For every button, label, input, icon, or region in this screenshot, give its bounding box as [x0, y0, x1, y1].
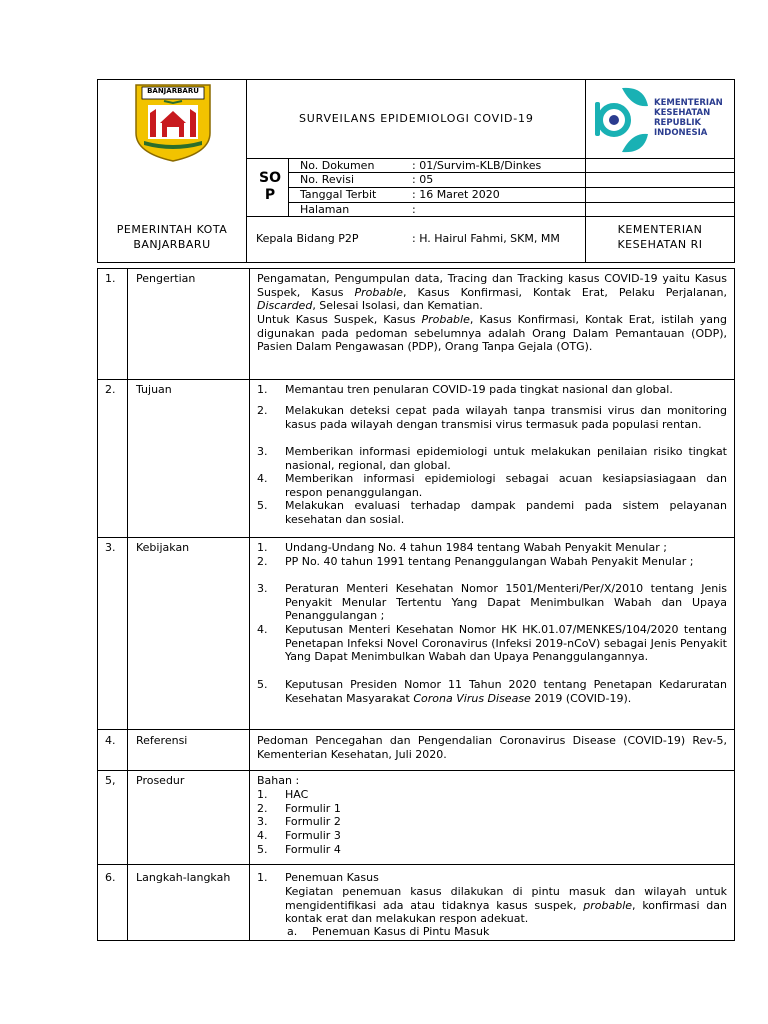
- list-item: HAC: [285, 788, 309, 801]
- kemenkes-logo-line4: INDONESIA: [654, 128, 708, 138]
- section-number: 6.: [105, 871, 116, 884]
- list-number: 1.: [257, 541, 268, 554]
- sub-step-letter: a.: [287, 925, 298, 938]
- list-number: 1.: [257, 871, 268, 884]
- kemenkes-logo-line1: KEMENTERIAN: [654, 98, 723, 108]
- list-number: 2.: [257, 802, 268, 815]
- field-value: :: [412, 203, 416, 216]
- step-title: Penemuan Kasus: [285, 871, 379, 884]
- body-row-line: [97, 770, 735, 771]
- header-divider-right: [585, 79, 586, 263]
- list-item: Keputusan Menteri Kesehatan Nomor HK HK.01.07/MENKES/104/2020 tentang Penetapan Infeksi Novel Coronavirus (Infeksi 2019-nCoV) sebagai Jenis Penyakit Yang Dapat Menimbulkan Wabah dan Upaya Penanggulangannya.: [285, 623, 727, 663]
- list-number: 4.: [257, 472, 268, 485]
- signer-role: Kepala Bidang P2P: [256, 232, 359, 245]
- section-number: 3.: [105, 541, 116, 554]
- list-number: 5.: [257, 499, 268, 512]
- header-divider-left: [246, 79, 247, 263]
- field-label: Tanggal Terbit: [300, 188, 377, 201]
- list-number: 1.: [257, 383, 268, 396]
- list-item: Formulir 3: [285, 829, 341, 842]
- list-item: Formulir 2: [285, 815, 341, 828]
- kemenkes-logo-line2: KESEHATAN: [654, 108, 711, 118]
- section-label: Pengertian: [136, 272, 196, 285]
- section-label: Tujuan: [136, 383, 172, 396]
- section-number: 1.: [105, 272, 116, 285]
- procedure-intro: Bahan :: [257, 774, 300, 787]
- field-value: : 01/Survim-KLB/Dinkes: [412, 159, 542, 172]
- signer-name: : H. Hairul Fahmi, SKM, MM: [412, 232, 560, 245]
- section-number: 4.: [105, 734, 116, 747]
- logo-city-name: BANJARBARU: [147, 87, 199, 95]
- section-number: 2.: [105, 383, 116, 396]
- field-value: : 05: [412, 173, 434, 186]
- kemenkes-logo: [592, 80, 652, 158]
- list-item: Undang-Undang No. 4 tahun 1984 tentang Wabah Penyakit Menular ;: [285, 541, 667, 554]
- section-label: Langkah-langkah: [136, 871, 231, 884]
- list-number: 5.: [257, 678, 268, 691]
- list-item: Peraturan Menteri Kesehatan Nomor 1501/Menteri/Per/X/2010 tentang Jenis Penyakit Menular Tertentu Yang Dapat Menimbulkan Wabah dan Upaya Penanggulangan ;: [285, 582, 727, 622]
- field-value: : 16 Maret 2020: [412, 188, 500, 201]
- list-item: Keputusan Presiden Nomor 11 Tahun 2020 tentang Penetapan Kedaruratan Kesehatan Masyarakat Corona Virus Disease 2019 (COVID-19).: [285, 678, 727, 705]
- header-row-line: [288, 202, 735, 203]
- kemenkes-logo-line3: REPUBLIK: [654, 118, 702, 128]
- list-number: 3.: [257, 815, 268, 828]
- list-item: Melakukan deteksi cepat pada wilayah tanpa transmisi virus dan monitoring kasus pada wilayah dengan transmisi virus termasuk pada populasi rentan.: [285, 404, 727, 431]
- list-number: 4.: [257, 623, 268, 636]
- list-number: 2.: [257, 555, 268, 568]
- list-item: Memberikan informasi epidemiologi sebagai acuan kesiapsiasiagaan dan respon penanggulangan.: [285, 472, 727, 499]
- sub-step-title: Penemuan Kasus di Pintu Masuk: [312, 925, 490, 938]
- list-number: 1.: [257, 788, 268, 801]
- section-label: Referensi: [136, 734, 188, 747]
- step-paragraph: Kegiatan penemuan kasus dilakukan di pintu masuk dan wilayah untuk mengidentifikasi ada atau tidaknya kasus suspek, probable, konfirmasi dan kontak erat dan melakukan respon adekuat.: [285, 885, 727, 925]
- body-row-line: [97, 379, 735, 380]
- section-label: Prosedur: [136, 774, 185, 787]
- body-row-line: [97, 537, 735, 538]
- body-row-line: [97, 864, 735, 865]
- list-number: 4.: [257, 829, 268, 842]
- sop-label: SO P: [259, 170, 281, 203]
- left-organization: PEMERINTAH KOTA BANJARBARU: [116, 223, 228, 251]
- body-col-line: [127, 268, 128, 941]
- list-item: Melakukan evaluasi terhadap dampak pandemi pada sistem pelayanan kesehatan dan sosial.: [285, 499, 727, 526]
- field-label: No. Dokumen: [300, 159, 375, 172]
- definition-paragraph: Pengamatan, Pengumpulan data, Tracing dan Tracking kasus COVID-19 yaitu Kasus Suspek, Kasus Probable, Kasus Konfirmasi, Kontak Erat, Pelaku Perjalanan, Discarded, Selesai Isolasi, dan Kematian.: [257, 272, 727, 312]
- reference-text: Pedoman Pencegahan dan Pengendalian Coronavirus Disease (COVID-19) Rev-5, Kementerian Kesehatan, Juli 2020.: [257, 734, 727, 761]
- body-row-line: [97, 729, 735, 730]
- section-label: Kebijakan: [136, 541, 190, 554]
- field-label: No. Revisi: [300, 173, 355, 186]
- list-number: 5.: [257, 843, 268, 856]
- list-item: Memberikan informasi epidemiologi untuk melakukan penilaian risiko tingkat nasional, regional, dan global.: [285, 445, 727, 472]
- list-item: Memantau tren penularan COVID-19 pada tingkat nasional dan global.: [285, 383, 673, 396]
- list-item: PP No. 40 tahun 1991 tentang Penanggulangan Wabah Penyakit Menular ;: [285, 555, 694, 568]
- document-title: SURVEILANS EPIDEMIOLOGI COVID-19: [299, 112, 534, 125]
- right-organization: KEMENTERIAN KESEHATAN RI: [617, 223, 703, 251]
- field-label: Halaman: [300, 203, 350, 216]
- list-item: Formulir 1: [285, 802, 341, 815]
- list-item: Formulir 4: [285, 843, 341, 856]
- list-number: 3.: [257, 445, 268, 458]
- list-number: 2.: [257, 404, 268, 417]
- list-number: 3.: [257, 582, 268, 595]
- body-col-line: [249, 268, 250, 941]
- section-number: 5,: [105, 774, 116, 787]
- definition-paragraph: Untuk Kasus Suspek, Kasus Probable, Kasus Konfirmasi, Kontak Erat, istilah yang digunakan pada pedoman sebelumnya adalah Orang Dalam Pemantauan (ODP), Pasien Dalam Pengawasan (PDP), Orang Tanpa Gejala (OTG).: [257, 313, 727, 353]
